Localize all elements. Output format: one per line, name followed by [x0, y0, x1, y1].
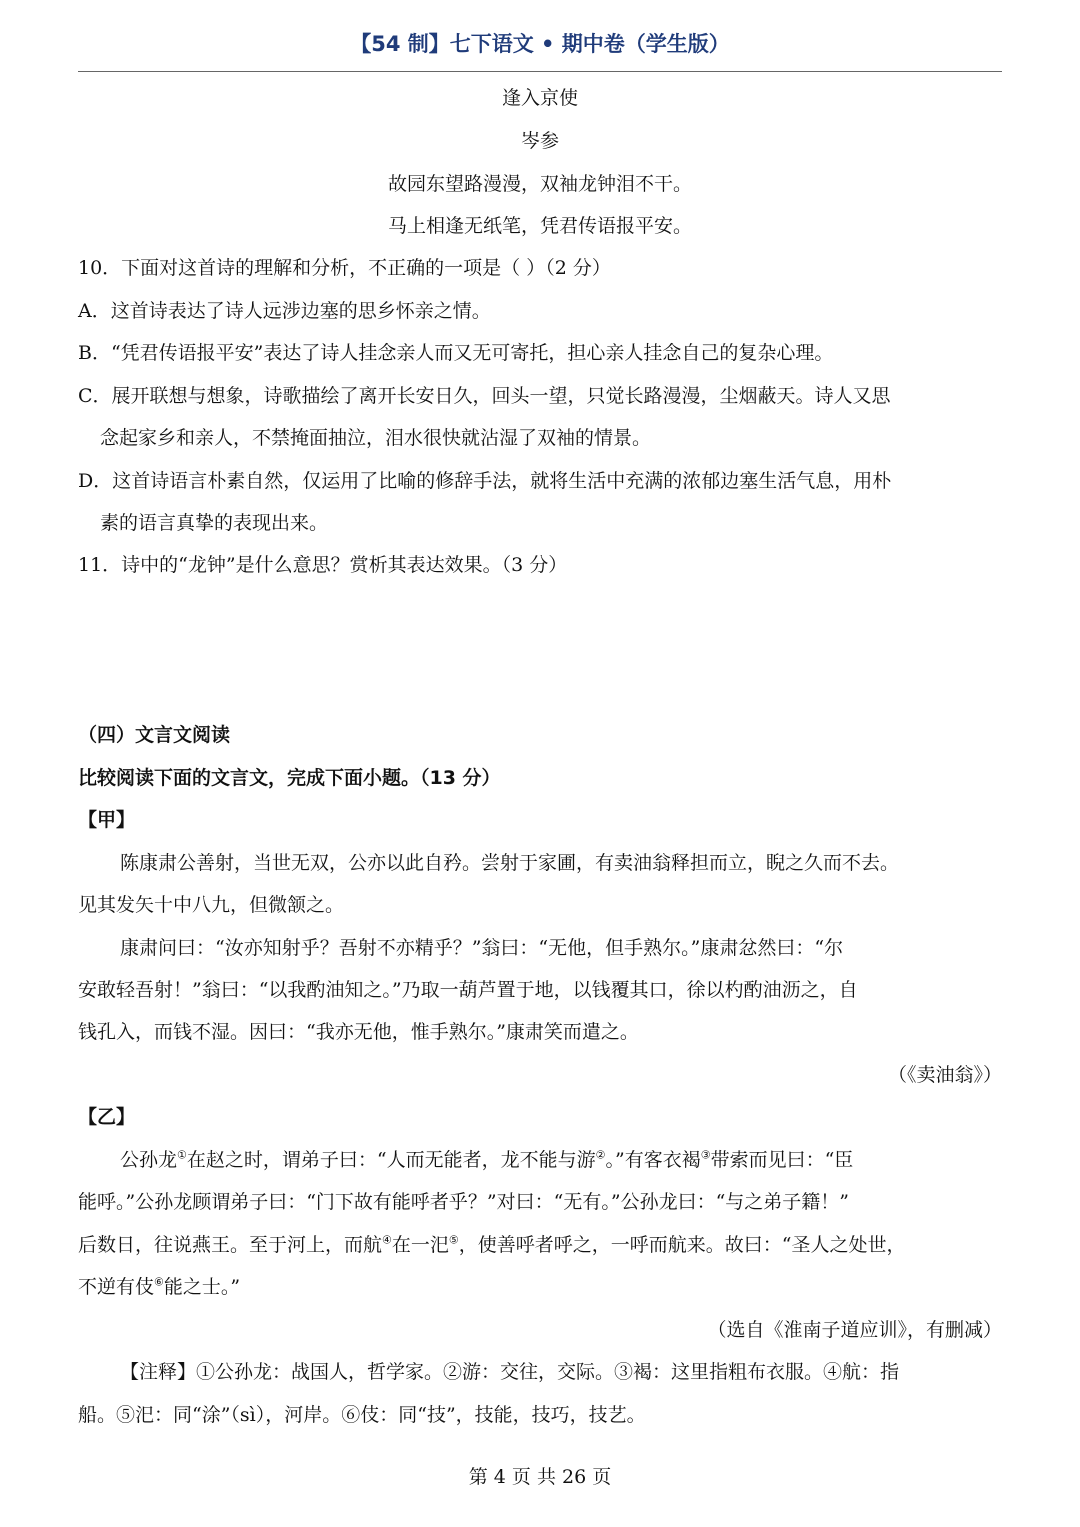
text-run: 后数日，往说燕王。至于河上，而航: [78, 1234, 383, 1256]
passage-jia-label: 【甲】: [78, 809, 136, 831]
section-4-heading: （四）文言文阅读: [78, 724, 231, 746]
notes-line-2: 船。⑤汜：同“涂”（sì），河岸。⑥伎：同“技”，技能，技巧，技艺。: [78, 1404, 646, 1426]
note-marker-2: ②: [595, 1148, 606, 1162]
note-marker-4: ④: [382, 1233, 392, 1247]
text-run: 能之士。”: [163, 1276, 241, 1298]
passage-jia-p2-line-3: 钱孔入，而钱不湿。因曰：“我亦无他，惟手熟尔。”康肃笑而遣之。: [78, 1021, 639, 1043]
text-run: ，使善呼者呼之，一呼而航来。故曰：“圣人之处世，: [458, 1234, 906, 1256]
passage-yi-line-2: 能呼。”公孙龙顾谓弟子曰：“门下故有能呼者乎？”对曰：“无有。”公孙龙曰：“与之弟子籍！”: [78, 1191, 849, 1213]
text-run: 。”有客衣褐: [605, 1149, 701, 1171]
header-divider: [78, 71, 1002, 72]
passage-yi-line-4: [78, 1275, 1002, 1299]
question-10-option-c-line-1: C．展开联想与想象，诗歌描绘了离开长安日久，回头一望，只觉长路漫漫，尘烟蔽天。诗人又思: [78, 385, 891, 407]
passage-yi-line-3: [78, 1233, 1002, 1257]
text-run: 在赵之时，谓弟子曰：“人而无能者，龙不能与游: [186, 1149, 596, 1171]
poem-line-1: 故园东望路漫漫，双袖龙钟泪不干。: [387, 173, 692, 195]
passage-jia-p1-line-1: 陈康肃公善射，当世无双，公亦以此自矜。尝射于家圃，有卖油翁释担而立，睨之久而不去。: [120, 852, 900, 874]
poem-title: 逢入京使: [501, 87, 578, 109]
question-10-option-c-line-2: 念起家乡和亲人，不禁掩面抽泣，泪水很快就沾湿了双袖的情景。: [100, 427, 652, 449]
passage-yi-source: （选自《淮南子道应训》，有删减）: [707, 1319, 1002, 1341]
text-run: 在一汜: [391, 1234, 449, 1256]
poem-author: 岑参: [520, 130, 559, 152]
text-run: 带索而见曰：“臣: [710, 1149, 854, 1171]
question-10-option-d-line-1: D．这首诗语言朴素自然，仅运用了比喻的修辞手法，就将生活中充满的浓郁边塞生活气息，用朴: [78, 470, 892, 492]
poem-line-2: 马上相逢无纸笔，凭君传语报平安。: [387, 215, 692, 237]
note-marker-3: ③: [700, 1148, 711, 1162]
notes-line-1: 【注释】①公孙龙：战国人，哲学家。②游：交往，交际。③褐：这里指粗布衣服。④航：指: [120, 1361, 900, 1383]
passage-yi-label: 【乙】: [78, 1106, 136, 1128]
passage-jia-source: （《卖油翁》）: [887, 1064, 1002, 1086]
passage-jia-p2-line-2: 安敢轻吾射！”翁曰：“以我酌油知之。”乃取一葫芦置于地，以钱覆其口，徐以杓酌油沥之，自: [78, 979, 858, 1001]
section-4-instruction: 比较阅读下面的文言文，完成下面小题。（13 分）: [78, 767, 501, 789]
passage-jia-p2-line-1: 康肃问曰：“汝亦知射乎？吾射不亦精乎？”翁曰：“无他，但手熟尔。”康肃忿然曰：“尔: [120, 937, 844, 959]
note-marker-1: ①: [177, 1148, 187, 1162]
text-run: 公孙龙: [120, 1149, 178, 1171]
page-number-footer: 第 4 页 共 26 页: [468, 1466, 612, 1488]
question-10-option-b: B．“凭君传语报平安”表达了诗人挂念亲人而又无可寄托，担心亲人挂念自己的复杂心理。: [78, 342, 834, 364]
question-10-option-d-line-2: 素的语言真挚的表现出来。: [100, 512, 329, 534]
question-10-option-a: A．这首诗表达了诗人远涉边塞的思乡怀亲之情。: [78, 300, 491, 322]
question-11-stem: 11．诗中的“龙钟”是什么意思？赏析其表达效果。（3 分）: [78, 554, 568, 576]
passage-jia-p1-line-2: 见其发矢十中八九，但微颔之。: [78, 894, 345, 916]
note-marker-6: ⑥: [154, 1275, 164, 1289]
passage-yi-line-1: [120, 1148, 1002, 1172]
text-run: 不逆有伎: [78, 1276, 155, 1298]
page-header-title: 【54 制】七下语文 • 期中卷（学生版）: [350, 32, 730, 56]
question-10-stem: 10．下面对这首诗的理解和分析，不正确的一项是（ ）（2 分）: [78, 257, 611, 279]
note-marker-5: ⑤: [448, 1233, 459, 1247]
